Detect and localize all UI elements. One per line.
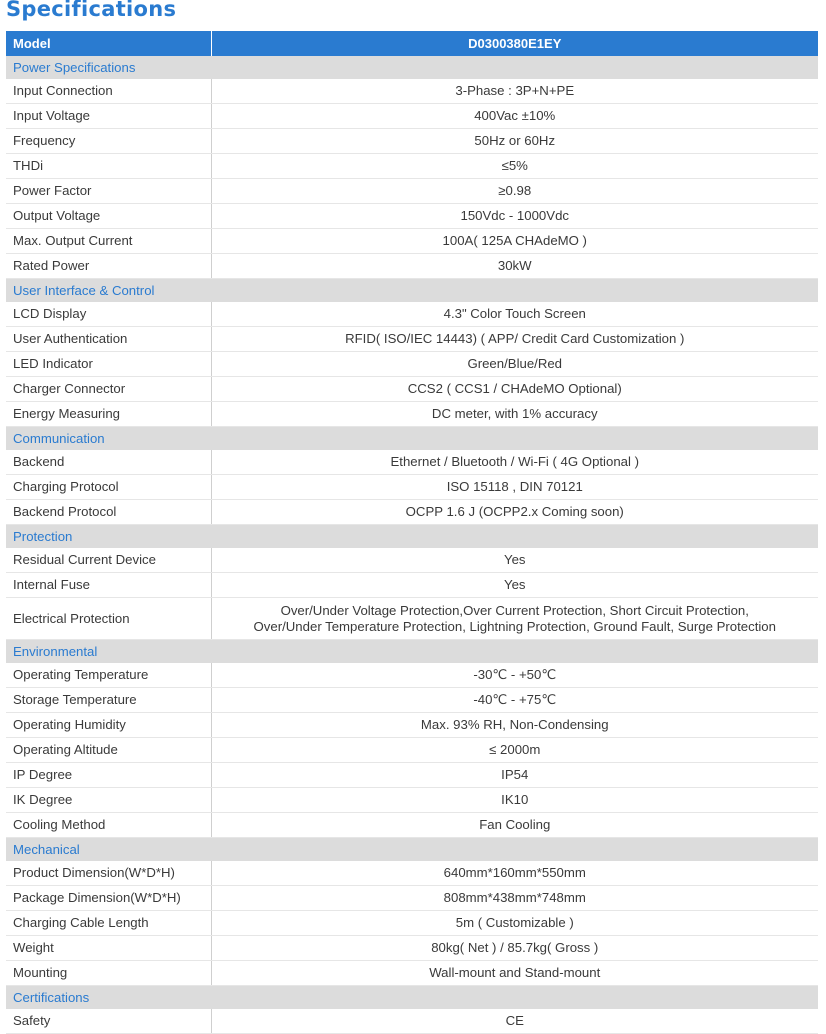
row-label: Energy Measuring [6, 402, 211, 427]
row-label: User Authentication [6, 327, 211, 352]
row-label: Package Dimension(W*D*H) [6, 886, 211, 911]
header-label: Model [6, 31, 211, 56]
row-label: Mounting [6, 961, 211, 986]
row-label: Charging Protocol [6, 475, 211, 500]
table-row [6, 352, 818, 377]
row-value: 4.3" Color Touch Screen [211, 302, 818, 327]
row-value-line-2: Over/Under Temperature Protection, Lightning Protection, Ground Fault, Surge Protection [253, 618, 776, 634]
table-row [6, 788, 818, 813]
row-label: Backend Protocol [6, 500, 211, 525]
table-row [6, 936, 818, 961]
row-value: 80kg( Net ) / 85.7kg( Gross ) [211, 936, 818, 961]
table-header-row [6, 31, 818, 56]
row-label: LED Indicator [6, 352, 211, 377]
table-row [6, 129, 818, 154]
row-value: RFID( ISO/IEC 14443) ( APP/ Credit Card Customization ) [211, 327, 818, 352]
section-environmental [6, 640, 818, 664]
table-row [6, 302, 818, 327]
row-value: ≤5% [211, 154, 818, 179]
row-value: 5m ( Customizable ) [211, 911, 818, 936]
row-value: 150Vdc - 1000Vdc [211, 204, 818, 229]
row-value: 30kW [211, 254, 818, 279]
table-row [6, 450, 818, 475]
table-row [6, 179, 818, 204]
row-label: Safety [6, 1009, 211, 1034]
table-row [6, 79, 818, 104]
header-model-value: D0300380E1EY [211, 31, 818, 56]
row-label: Storage Temperature [6, 688, 211, 713]
table-row [6, 548, 818, 573]
row-label: THDi [6, 154, 211, 179]
row-value: Yes [211, 548, 818, 573]
row-value: 640mm*160mm*550mm [211, 861, 818, 886]
row-value: 50Hz or 60Hz [211, 129, 818, 154]
section-certifications [6, 986, 818, 1010]
row-value: ISO 15118 , DIN 70121 [211, 475, 818, 500]
table-row [6, 713, 818, 738]
page-title: Specifications [6, 0, 177, 21]
section-protection [6, 525, 818, 549]
row-value: ≥0.98 [211, 179, 818, 204]
specifications-table [6, 31, 818, 1034]
table-row [6, 663, 818, 688]
row-value: IP54 [211, 763, 818, 788]
row-label: Residual Current Device [6, 548, 211, 573]
table-row [6, 598, 818, 640]
row-value: Max. 93% RH, Non-Condensing [211, 713, 818, 738]
table-row [6, 229, 818, 254]
section-title: Mechanical [6, 838, 818, 862]
table-row [6, 738, 818, 763]
row-value: -30℃ - +50℃ [211, 663, 818, 688]
section-communication [6, 427, 818, 451]
row-value: Yes [211, 573, 818, 598]
row-value: -40℃ - +75℃ [211, 688, 818, 713]
row-value: 100A( 125A CHAdeMO ) [211, 229, 818, 254]
table-row [6, 688, 818, 713]
row-value: 3-Phase : 3P+N+PE [211, 79, 818, 104]
section-title: Environmental [6, 640, 818, 664]
section-title: User Interface & Control [6, 279, 818, 303]
row-value: Ethernet / Bluetooth / Wi-Fi ( 4G Optional ) [211, 450, 818, 475]
section-user-interface-control [6, 279, 818, 303]
row-label: LCD Display [6, 302, 211, 327]
row-value: Wall-mount and Stand-mount [211, 961, 818, 986]
row-label: Product Dimension(W*D*H) [6, 861, 211, 886]
table-row [6, 763, 818, 788]
row-value: CCS2 ( CCS1 / CHAdeMO Optional) [211, 377, 818, 402]
table-row [6, 911, 818, 936]
table-row [6, 254, 818, 279]
row-label: Operating Humidity [6, 713, 211, 738]
row-label: Frequency [6, 129, 211, 154]
table-row [6, 861, 818, 886]
row-value: OCPP 1.6 J (OCPP2.x Coming soon) [211, 500, 818, 525]
row-label: Output Voltage [6, 204, 211, 229]
row-value [211, 598, 818, 640]
section-title: Power Specifications [6, 56, 818, 79]
section-title: Certifications [6, 986, 818, 1010]
section-title: Protection [6, 525, 818, 549]
table-row [6, 813, 818, 838]
row-label: Charger Connector [6, 377, 211, 402]
table-row [6, 1009, 818, 1034]
row-label: Internal Fuse [6, 573, 211, 598]
row-label: Input Connection [6, 79, 211, 104]
row-value: 400Vac ±10% [211, 104, 818, 129]
row-value: DC meter, with 1% accuracy [211, 402, 818, 427]
row-label: Operating Temperature [6, 663, 211, 688]
row-label: Input Voltage [6, 104, 211, 129]
section-title: Communication [6, 427, 818, 451]
row-value-line-1: Over/Under Voltage Protection,Over Current Protection, Short Circuit Protection, [280, 602, 749, 618]
row-label: IK Degree [6, 788, 211, 813]
table-row [6, 500, 818, 525]
row-value: 808mm*438mm*748mm [211, 886, 818, 911]
row-label: Max. Output Current [6, 229, 211, 254]
table-row [6, 204, 818, 229]
table-row [6, 886, 818, 911]
row-label: Charging Cable Length [6, 911, 211, 936]
table-row [6, 104, 818, 129]
row-label: IP Degree [6, 763, 211, 788]
table-row [6, 154, 818, 179]
table-row [6, 573, 818, 598]
table-row [6, 961, 818, 986]
section-mechanical [6, 838, 818, 862]
row-value: CE [211, 1009, 818, 1034]
row-value: Green/Blue/Red [211, 352, 818, 377]
row-value: Fan Cooling [211, 813, 818, 838]
row-label: Cooling Method [6, 813, 211, 838]
row-label: Rated Power [6, 254, 211, 279]
row-label: Backend [6, 450, 211, 475]
row-value: ≤ 2000m [211, 738, 818, 763]
row-value: IK10 [211, 788, 818, 813]
column-divider-tail [211, 1013, 212, 1024]
section-power-specifications [6, 56, 818, 79]
table-row [6, 402, 818, 427]
table-row [6, 377, 818, 402]
row-label: Power Factor [6, 179, 211, 204]
table-row [6, 327, 818, 352]
row-label: Operating Altitude [6, 738, 211, 763]
table-row [6, 475, 818, 500]
row-label: Electrical Protection [6, 598, 211, 640]
row-label: Weight [6, 936, 211, 961]
